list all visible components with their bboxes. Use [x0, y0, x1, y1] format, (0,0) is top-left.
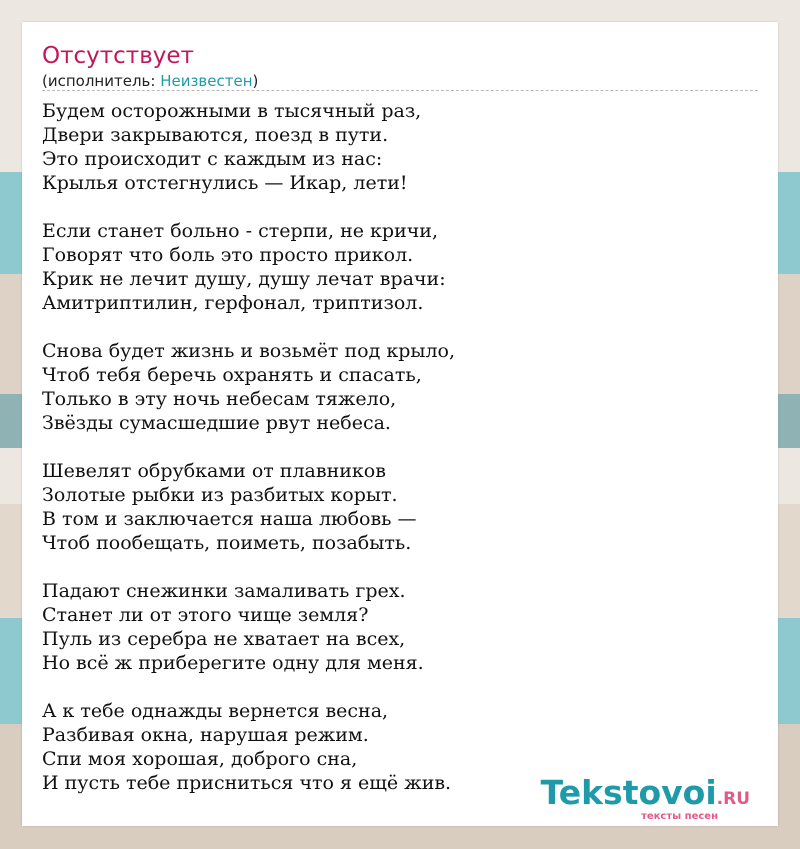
artist-prefix: (исполнитель: [42, 72, 161, 90]
lyric-line: Станет ли от этого чище земля? [42, 604, 369, 626]
lyrics-stanza [42, 459, 758, 555]
lyric-line: А к тебе однажды вернется весна, [42, 700, 389, 722]
lyrics-text [42, 99, 758, 819]
lyric-line: Снова будет жизнь и возьмёт под крыло, [42, 340, 456, 362]
artist-suffix: ) [252, 72, 259, 90]
lyrics-stanza [42, 219, 758, 315]
lyric-line: Крылья отстегнулись — Икар, лети! [42, 172, 408, 194]
lyric-line: Двери закрываются, поезд в пути. [42, 124, 389, 146]
lyric-line: Только в эту ночь небесам тяжело, [42, 388, 397, 410]
lyric-line: Золотые рыбки из разбитых корыт. [42, 484, 398, 506]
lyric-line: Говорят что боль это просто прикол. [42, 244, 414, 266]
lyric-line: И пусть тебе присниться что я ещё жив. [42, 772, 452, 794]
logo-subtitle: тексты песен [641, 811, 718, 822]
lyric-line: Чтоб пообещать, поиметь, позабыть. [42, 532, 412, 554]
site-logo[interactable] [530, 774, 750, 824]
lyric-line: Чтоб тебя беречь охранять и спасать, [42, 364, 422, 386]
logo-domain: .RU [716, 789, 750, 809]
title-divider [42, 90, 758, 91]
artist-link[interactable]: Неизвестен [160, 72, 253, 90]
artist-line [42, 71, 258, 91]
lyrics-stanza [42, 579, 758, 675]
lyric-line: Разбивая окна, нарушая режим. [42, 724, 369, 746]
lyric-line: Но всё ж приберегите одну для меня. [42, 652, 424, 674]
lyrics-card [22, 22, 778, 826]
lyric-line: Амитриптилин, герфонал, триптизол. [42, 292, 424, 314]
lyric-line: Крик не лечит душу, душу лечат врачи: [42, 268, 446, 290]
lyric-line: Будем осторожными в тысячный раз, [42, 100, 422, 122]
song-title: Отсутствует [42, 43, 194, 69]
lyric-line: Звёзды сумасшедшие рвут небеса. [42, 412, 391, 434]
lyrics-stanza [42, 339, 758, 435]
logo-wordmark: Tekstovoi [540, 773, 717, 812]
lyrics-stanza [42, 99, 758, 195]
lyric-line: Спи моя хорошая, доброго сна, [42, 748, 358, 770]
lyric-line: Если станет больно - стерпи, не кричи, [42, 220, 438, 242]
lyric-line: Шевелят обрубками от плавников [42, 460, 386, 482]
lyric-line: Пуль из серебра не хватает на всех, [42, 628, 406, 650]
lyric-line: В том и заключается наша любовь — [42, 508, 417, 530]
lyric-line: Это происходит с каждым из нас: [42, 148, 383, 170]
lyric-line: Падают снежинки замаливать грех. [42, 580, 406, 602]
